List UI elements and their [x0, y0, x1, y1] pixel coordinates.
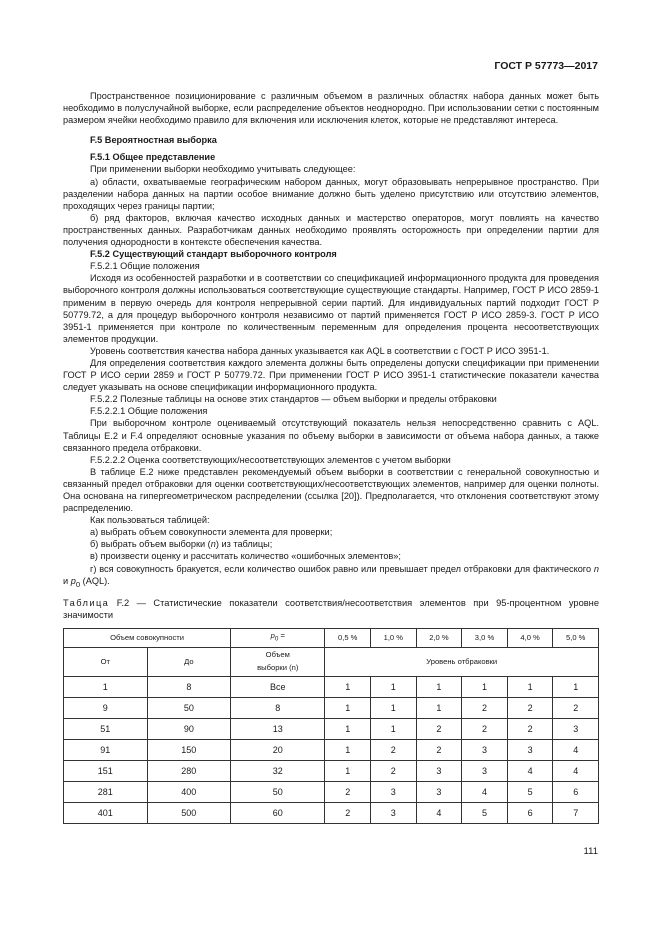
table-cell: 13 — [231, 718, 325, 739]
table-cell: 4 — [416, 802, 462, 823]
table-cell: 4 — [553, 739, 599, 760]
subsection-heading: F.5.2 Существующий стандарт выборочного контроля — [90, 249, 337, 260]
paragraph: При применении выборки необходимо учитывать следующее: — [90, 164, 356, 175]
table-cell: 401 — [64, 802, 148, 823]
table-cell: 2 — [371, 760, 417, 781]
table-cell: 5 — [507, 781, 553, 802]
table-cell: 1 — [416, 697, 462, 718]
table-cell: 1 — [371, 697, 417, 718]
table-cell: 150 — [147, 739, 231, 760]
list-item: г) вся совокупность бракуется, если количество ошибок равно или превышает предел отбраковки для фактического n и $p_0$ (AQL). — [63, 563, 599, 589]
list-item: в) произвести оценку и рассчитать количество «ошибочных элементов»; — [90, 551, 401, 562]
table-cell: 1 — [325, 739, 371, 760]
list-item: а) выбрать объем совокупности элемента для проверки; — [90, 527, 333, 538]
clause-heading: F.5.2.2.1 Общие положения — [90, 406, 208, 417]
list-item: б) выбрать объем выборки (n) из таблицы; — [90, 539, 273, 550]
header-population: Объем совокупности — [64, 628, 231, 647]
paragraph: В таблице E.2 ниже представлен рекомендуемый объем выборки в соответствии с генеральной совокупностью и связанный предел отбраковки для оценки соответствующих/несоответствующих элементов, например для оценки полноты. Она основана на гипергеометрическом распределении (ссылка [20]). Предполагается, что отклонения соответствуют этому распределению. — [63, 466, 599, 514]
table-cell: 5 — [462, 802, 508, 823]
table-cell: 9 — [64, 697, 148, 718]
table-row — [64, 676, 599, 697]
table-cell: 4 — [507, 760, 553, 781]
table-cell: 60 — [231, 802, 325, 823]
table-cell: 2 — [416, 718, 462, 739]
subsection-heading: F.5.1 Общее представление — [90, 152, 216, 163]
table-cell: 1 — [325, 676, 371, 697]
table-cell: 20 — [231, 739, 325, 760]
table-cell: 1 — [325, 760, 371, 781]
table-cell: 2 — [553, 697, 599, 718]
table-cell: 1 — [325, 697, 371, 718]
table-cell: 1 — [553, 676, 599, 697]
table-cell: 90 — [147, 718, 231, 739]
table-cell: 1 — [64, 676, 148, 697]
table-cell: 2 — [507, 697, 553, 718]
statistics-table — [63, 628, 599, 824]
table-cell: 6 — [507, 802, 553, 823]
table-cell: 51 — [64, 718, 148, 739]
table-cell: 3 — [462, 760, 508, 781]
table-cell: 1 — [462, 676, 508, 697]
page-content — [63, 90, 599, 824]
table-cell: 8 — [147, 676, 231, 697]
table-row — [64, 802, 599, 823]
table-cell: 2 — [416, 739, 462, 760]
table-cell: 2 — [507, 718, 553, 739]
table-cell: 3 — [553, 718, 599, 739]
table-cell: 3 — [507, 739, 553, 760]
table-cell: 2 — [462, 697, 508, 718]
table-cell: 400 — [147, 781, 231, 802]
table-row — [64, 760, 599, 781]
table-cell: 151 — [64, 760, 148, 781]
table-cell: 8 — [231, 697, 325, 718]
paragraph: Пространственное позиционирование с различным объемом в различных областях набора данных может быть необходимо в полуслучайной выборке, если распределение объектов неоднородно. При использовании сетки с постоянным размером ячейки необходимо правило для включения или исключения клеток, которые не представляют интереса. — [63, 91, 599, 126]
table-cell: 3 — [371, 781, 417, 802]
header-pct: 3,0 % — [462, 628, 508, 647]
header-reject: Уровень отбраковки — [325, 647, 599, 676]
header-pct: 2,0 % — [416, 628, 462, 647]
table-cell: 4 — [553, 760, 599, 781]
paragraph: При выборочном контроле оцениваемый отсутствующий показатель нельзя непосредственно сравнить с AQL. Таблицы E.2 и F.4 определяют основные указания по объему выборки в зависимости от объема набора данных, а также связанного предела отбраковки. — [63, 418, 599, 453]
table-cell: 1 — [507, 676, 553, 697]
paragraph: Для определения соответствия каждого элемента должны быть определены допуски спецификации при применении ГОСТ Р ИСО серии 2859 и ГОСТ Р 50779.72. При применении ГОСТ Р ИСО 3951-1 статистические показатели качества следует указывать на основе спецификации информационного продукта. — [63, 357, 599, 393]
clause-heading: F.5.2.2.2 Оценка соответствующих/несоответствующих элементов с учетом выборки — [90, 454, 451, 465]
header-to: До — [147, 647, 231, 676]
list-item: б) ряд факторов, включая качество исходных данных и мастерство операторов, могут повлиять на качество пространственных данных. Разработчикам данных необходимо проявлять осторожность при определении партии для получения однородности в контексте обеспечения качества. — [63, 212, 599, 248]
document-header: ГОСТ Р 57773—2017 — [494, 60, 598, 72]
table-cell: 2 — [325, 781, 371, 802]
table-cell: 3 — [416, 781, 462, 802]
table-cell: 2 — [371, 739, 417, 760]
table-caption: Таблица F.2 — Статистические показатели соответствия/несоответствия элементов при 95-процентном уровне значимости — [63, 597, 599, 620]
header-sample: Объем выборки (n) — [231, 647, 325, 676]
header-pct: 1,0 % — [371, 628, 417, 647]
table-cell: 3 — [416, 760, 462, 781]
table-cell: 6 — [553, 781, 599, 802]
table-row — [64, 781, 599, 802]
table-header-row — [64, 628, 599, 647]
table-header-row — [64, 647, 599, 676]
table-cell: 3 — [371, 802, 417, 823]
table-cell: 4 — [462, 781, 508, 802]
list-item: а) области, охватываемые географическим набором данных, могут образовывать непрерывное пространство. При разделении набора данных на партии особое внимание должно быть уделено присутствию или отсутствию элементов, проходящих через границы партии; — [63, 176, 599, 211]
table-cell: 500 — [147, 802, 231, 823]
paragraph: Уровень соответствия качества набора данных указывается как AQL в соответствии с ГОСТ Р ИСО 3951-1. — [90, 345, 550, 356]
clause-heading: F.5.2.2 Полезные таблицы на основе этих стандартов — объем выборки и пределы отбраковки — [90, 394, 497, 405]
paragraph: Как пользоваться таблицей: — [90, 515, 210, 526]
header-pct: 0,5 % — [325, 628, 371, 647]
table-cell: 1 — [371, 676, 417, 697]
section-heading: F.5 Вероятностная выборка — [90, 135, 217, 146]
table-cell: 281 — [64, 781, 148, 802]
table-row — [64, 718, 599, 739]
table-cell: 1 — [416, 676, 462, 697]
header-pct: 4,0 % — [507, 628, 553, 647]
table-cell: 7 — [553, 802, 599, 823]
paragraph: Исходя из особенностей разработки и в соответствии со спецификацией информационного продукта для проведения выборочного контроля должны использоваться соответствующие существующие стандарты. Например, ГОСТ Р ИСО 2859-1 применим в первую очередь для контроля непрерывной серии партий. Для индивидуальных партий подходит ГОСТ Р 50779.72, а для процедур выборочного контроля независимо от партий применяется ГОСТ Р ИСО 2859-3. ГОСТ Р ИСО 3951-1 применяется при контроле по количественным переменным для определения процента несоответствующих элементов продукции. — [63, 273, 599, 344]
table-cell: 91 — [64, 739, 148, 760]
table-cell: 1 — [325, 718, 371, 739]
header-from: От — [64, 647, 148, 676]
table-row — [64, 697, 599, 718]
header-pct: 5,0 % — [553, 628, 599, 647]
clause-heading: F.5.2.1 Общие положения — [90, 261, 200, 272]
table-cell: Все — [231, 676, 325, 697]
table-cell: 3 — [462, 739, 508, 760]
table-cell: 2 — [325, 802, 371, 823]
header-p0: $p_0$ = — [231, 628, 325, 647]
table-row — [64, 739, 599, 760]
table-cell: 50 — [231, 781, 325, 802]
table-cell: 1 — [371, 718, 417, 739]
table-cell: 2 — [462, 718, 508, 739]
table-cell: 32 — [231, 760, 325, 781]
table-cell: 280 — [147, 760, 231, 781]
page-number: 111 — [583, 846, 598, 857]
table-cell: 50 — [147, 697, 231, 718]
